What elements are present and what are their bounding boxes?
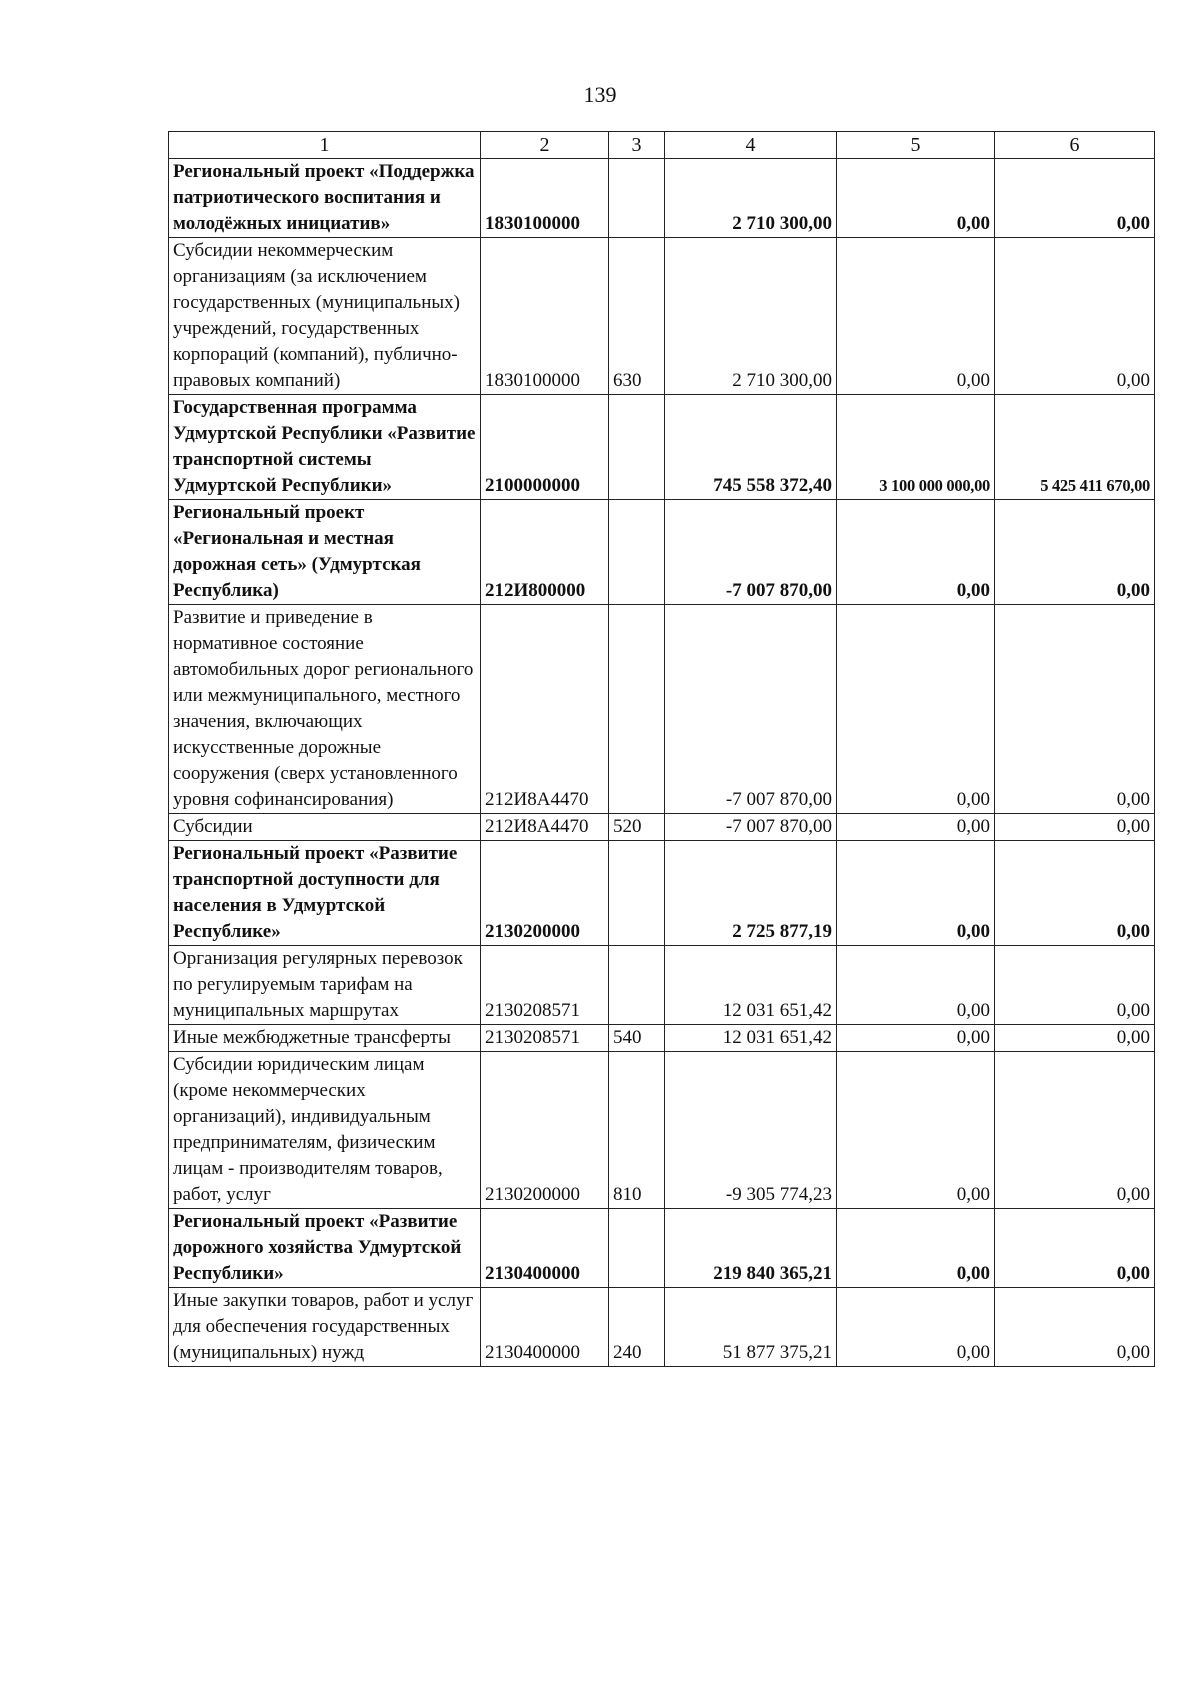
- amount-col-5: 0,00: [837, 1209, 995, 1288]
- table-row: [169, 946, 1155, 1025]
- amount-col-5: 0,00: [837, 1052, 995, 1209]
- amount-col-6: 0,00: [995, 500, 1155, 605]
- amount-col-4: 51 877 375,21: [665, 1288, 837, 1367]
- amount-col-4: -7 007 870,00: [665, 500, 837, 605]
- target-article-code: 2130400000: [481, 1288, 609, 1367]
- table-row: [169, 159, 1155, 238]
- amount-col-5: 0,00: [837, 159, 995, 238]
- expense-type-code: [609, 841, 665, 946]
- target-article-code: 2130200000: [481, 1052, 609, 1209]
- expense-type-code: 540: [609, 1025, 665, 1052]
- column-header: 2: [481, 132, 609, 159]
- amount-col-5: 0,00: [837, 1025, 995, 1052]
- column-number-row: [169, 132, 1155, 159]
- amount-col-6: 0,00: [995, 814, 1155, 841]
- amount-col-6: 0,00: [995, 159, 1155, 238]
- column-header: 6: [995, 132, 1155, 159]
- amount-col-4: -7 007 870,00: [665, 605, 837, 814]
- target-article-code: 212И8А4470: [481, 814, 609, 841]
- table-row: [169, 238, 1155, 395]
- table-row: [169, 814, 1155, 841]
- row-name: Региональный проект «Развитие транспортной доступности для населения в Удмуртской Республике»: [169, 841, 481, 946]
- target-article-code: 212И8А4470: [481, 605, 609, 814]
- target-article-code: 212И800000: [481, 500, 609, 605]
- amount-col-4: 12 031 651,42: [665, 946, 837, 1025]
- amount-col-6: 0,00: [995, 1052, 1155, 1209]
- row-name: Региональный проект «Поддержка патриотического воспитания и молодёжных инициатив»: [169, 159, 481, 238]
- amount-col-5: 0,00: [837, 1288, 995, 1367]
- expense-type-code: [609, 395, 665, 500]
- expense-type-code: [609, 605, 665, 814]
- target-article-code: 2130208571: [481, 946, 609, 1025]
- amount-col-6: 0,00: [995, 238, 1155, 395]
- row-name: Иные закупки товаров, работ и услуг для обеспечения государственных (муниципальных) нужд: [169, 1288, 481, 1367]
- table-row: [169, 1052, 1155, 1209]
- target-article-code: 1830100000: [481, 159, 609, 238]
- table-row: [169, 841, 1155, 946]
- expense-type-code: 630: [609, 238, 665, 395]
- row-name: Развитие и приведение в нормативное состояние автомобильных дорог регионального или межмуниципального, местного значения, включающих искусственные дорожные сооружения (сверх установленного уровня софинансирования): [169, 605, 481, 814]
- column-header: 4: [665, 132, 837, 159]
- amount-col-6: 0,00: [995, 841, 1155, 946]
- row-name: Государственная программа Удмуртской Республики «Развитие транспортной системы Удмуртской Республики»: [169, 395, 481, 500]
- amount-col-4: 745 558 372,40: [665, 395, 837, 500]
- column-header: 1: [169, 132, 481, 159]
- column-header: 5: [837, 132, 995, 159]
- table-row: [169, 1209, 1155, 1288]
- table-row: [169, 1025, 1155, 1052]
- amount-col-5: 0,00: [837, 500, 995, 605]
- expense-type-code: 520: [609, 814, 665, 841]
- amount-col-4: 2 725 877,19: [665, 841, 837, 946]
- amount-col-5: 3 100 000 000,00: [837, 395, 995, 500]
- row-name: Субсидии юридическим лицам (кроме некоммерческих организаций), индивидуальным предпринимателям, физическим лицам - производителям товаров, работ, услуг: [169, 1052, 481, 1209]
- amount-col-6: 0,00: [995, 1209, 1155, 1288]
- expense-type-code: [609, 1209, 665, 1288]
- expense-type-code: [609, 946, 665, 1025]
- table-row: [169, 605, 1155, 814]
- budget-table: [168, 131, 1155, 1367]
- target-article-code: 1830100000: [481, 238, 609, 395]
- row-name: Субсидии некоммерческим организациям (за исключением государственных (муниципальных) учреждений, государственных корпораций (компаний), публично-правовых компаний): [169, 238, 481, 395]
- column-header: 3: [609, 132, 665, 159]
- target-article-code: 2130400000: [481, 1209, 609, 1288]
- expense-type-code: [609, 159, 665, 238]
- amount-col-6: 5 425 411 670,00: [995, 395, 1155, 500]
- amount-col-6: 0,00: [995, 946, 1155, 1025]
- amount-col-5: 0,00: [837, 605, 995, 814]
- page-number: 139: [583, 82, 617, 107]
- table-row: [169, 500, 1155, 605]
- target-article-code: 2100000000: [481, 395, 609, 500]
- amount-col-4: 12 031 651,42: [665, 1025, 837, 1052]
- table-row: [169, 1288, 1155, 1367]
- target-article-code: 2130200000: [481, 841, 609, 946]
- row-name: Организация регулярных перевозок по регулируемым тарифам на муниципальных маршрутах: [169, 946, 481, 1025]
- amount-col-5: 0,00: [837, 238, 995, 395]
- amount-col-5: 0,00: [837, 946, 995, 1025]
- amount-col-4: 2 710 300,00: [665, 159, 837, 238]
- expense-type-code: [609, 500, 665, 605]
- amount-col-4: 219 840 365,21: [665, 1209, 837, 1288]
- expense-type-code: 810: [609, 1052, 665, 1209]
- amount-col-6: 0,00: [995, 605, 1155, 814]
- amount-col-4: -7 007 870,00: [665, 814, 837, 841]
- row-name: Иные межбюджетные трансферты: [169, 1025, 481, 1052]
- amount-col-5: 0,00: [837, 841, 995, 946]
- table-row: [169, 395, 1155, 500]
- amount-col-4: -9 305 774,23: [665, 1052, 837, 1209]
- amount-col-6: 0,00: [995, 1288, 1155, 1367]
- row-name: Субсидии: [169, 814, 481, 841]
- expense-type-code: 240: [609, 1288, 665, 1367]
- amount-col-6: 0,00: [995, 1025, 1155, 1052]
- amount-col-4: 2 710 300,00: [665, 238, 837, 395]
- row-name: Региональный проект «Развитие дорожного хозяйства Удмуртской Республики»: [169, 1209, 481, 1288]
- row-name: Региональный проект «Региональная и местная дорожная сеть» (Удмуртская Республика): [169, 500, 481, 605]
- target-article-code: 2130208571: [481, 1025, 609, 1052]
- amount-col-5: 0,00: [837, 814, 995, 841]
